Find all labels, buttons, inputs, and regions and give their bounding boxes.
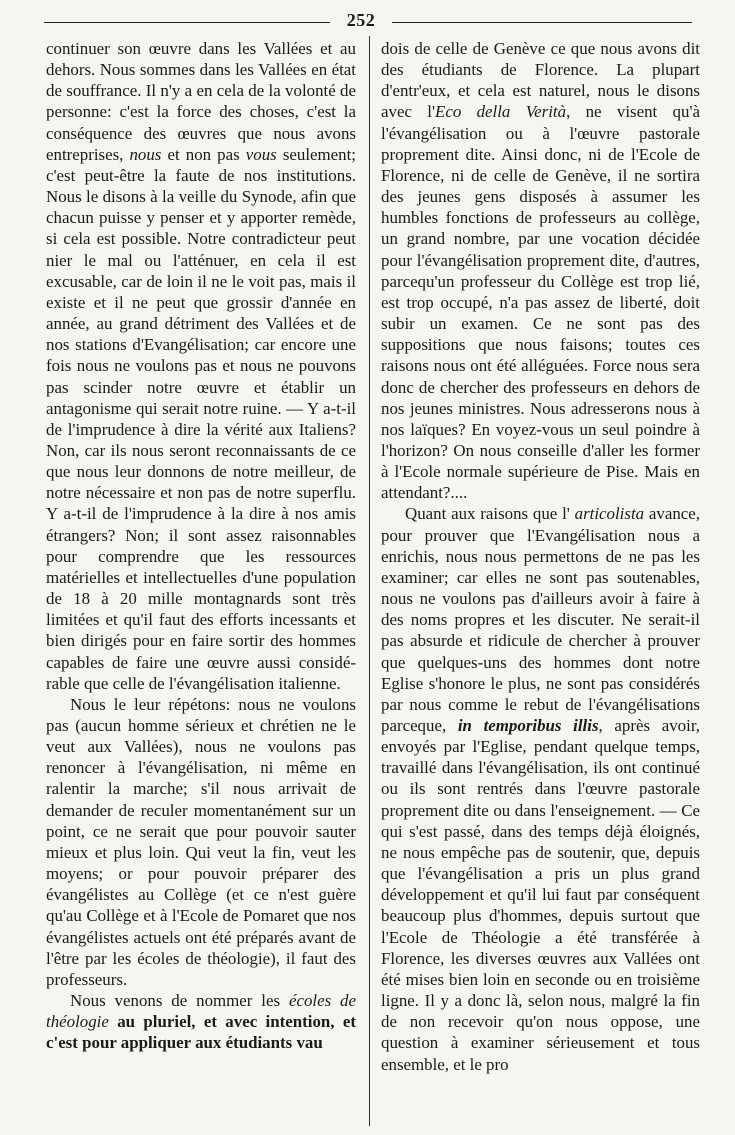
text-run: Quant aux raisons que l' — [405, 504, 575, 524]
text-run: dois de celle de Genève ce que nous avons dit des étudiants de Florence. La plupart d'entr'eux, et cela est naturel, nous le disons avec l' — [381, 39, 700, 122]
italic-run: articolista — [574, 504, 645, 524]
right-paragraph-2 — [381, 503, 700, 1074]
text-run: , ne visent qu'à l'évangélisation ou à l'œuvre pastorale proprement dite. Ainsi donc, ni de l'Ecole de Florence, ni de celle de Genève, il ne sortira des jeunes gens disposés à assumer les humbles fonctions de professeurs au collège, un grand nombre, par une vocation décidée pour l'évangélisation proprement dite, d'autres, parcequ'un professeur du Collège est trop lié, est trop occupé, n'a pas assez de liberté, doit subir un examen. Ce ne sont pas des suppositions que nous faisons; toutes ces raisons nous ont été alléguées. Force nous sera donc de chercher des professeurs en dehors de nos jeunes ministres. Nous adresserons nous à nos laïques? En voyez-vous un seul poindre à l'horizon? On nous conseille d'aller les former à l'Ecole normale supérieure de Pise. Mais en attendant?.... — [381, 102, 700, 503]
text-run: Nous venons de nommer les — [70, 991, 289, 1011]
text-run: , après avoir, envoyés par l'Eglise, pendant quelque temps, travaillé dans l'évangélisation, ils ont continué ou ils sont rentrés dans l'œuvre pastorale proprement dite ou dans l'enseignement. — Ce qui s'est passé, dans des temps déjà éloignés, ne nous empêche pas de soutenir, que, depuis que l'évangélisation a pris un plus grand développement et qu'il lui faut par conséquent beaucoup plus d'hommes, depuis surtout que l'Ecole de Théologie a été transférée à Florence, les diverses œuvres aux Vallées ont été mises bien loin en seconde ou en troisième ligne. Il y a donc là, selon nous, malgré la fin de non recevoir qu'on nous oppose, une question à examiner sérieusement et tous ensemble, et le pro — [381, 716, 700, 1074]
page-number: 252 — [346, 10, 376, 30]
italic-run: vous — [245, 144, 277, 164]
left-paragraph-2: Nous le leur répétons: nous ne voulons pas (aucun homme sérieux et chrétien ne le veut aux Vallées), nous ne voulons pas renoncer à l'évangélisation, ni même en ralentir la marche; s'il nous arrivait de demander de reculer momentanément sur un point, ce ne serait que pour pouvoir sauter mieux et plus loin. Qui veut la fin, veut les moyens; or pour pouvoir préparer des évangélistes au Collège (et ce n'est guère qu'au Collège et à l'Ecole de Pomaret que nos évangélistes actuels ont été préparés avant de l'être par les écoles de théologie), il faut des professeurs. — [46, 694, 356, 989]
right-paragraph-1 — [381, 38, 700, 503]
text-run: continuer son œuvre dans les Vallées et au dehors. Nous sommes dans les Vallées en état de souffrance. Il n'y a en cela de la volonté de personne: c'est la force des choses, c'est la conséquence des œuvres que nous avons entreprises, — [46, 39, 356, 164]
left-paragraph-3 — [46, 990, 356, 1053]
text-run: et non pas — [161, 144, 246, 164]
text-run: avance, pour prouver que l'Evangélisation nous a enrichis, nous nous permettons de ne pas les examiner; car elles ne sont pas soutenables, nous ne voulons pas d'ailleurs avoir à faire à des noms propres et les discuter. Ne serait-il pas absurde et ridicule de chercher à prouver que quelques-uns des hommes dont notre Eglise s'honore le plus, ne sont pas considérés par nous comme le rebut de l'évangélisations parceque, — [381, 504, 700, 735]
italic-run: in temporibus illis — [457, 716, 599, 735]
italic-run: nous — [129, 144, 162, 164]
italic-run: écoles de théologie — [46, 991, 356, 1032]
left-column — [46, 38, 356, 1054]
column-divider — [369, 36, 370, 1126]
text-run: seulement; c'est peut-être la faute de nos institutions. Nous le disons à la veille du Synode, afin que chacun puisse y penser et y apporter remède, si cela est possible. Notre contradicteur peut nier le mal ou l'atténuer, en cela il est excusable, car de loin il ne le voit pas, mais il existe et il ne peut que grossir d'année en année, au grand détriment des Vallées et de nos stations d'Evangélisation; car encore une fois nous ne voulons pas et nous ne pouvons pas scinder notre œuvre et établir un antagonisme qui serait notre ruine. — Y a-t-il de l'imprudence à dire la vérité aux Italiens? Non, car ils nous seront reconnaissants de ce que nous leur donnons de notre meilleur, de notre nécessaire et non pas de notre superflu. Y a-t-il de l'imprudence à la dire à nos amis étrangers? Non; il sont assez raisonnables pour comprendre que les ressources matérielles et intellectuelles d'une population de 18 à 20 mille montagnards sont très limitées et qu'il faut des efforts incessants et bien dirigés pour en faire sortir des hommes capables de faire une œuvre aussi considérable que celle de l'évangélisation italienne. — [46, 144, 356, 693]
header-rule-left — [44, 22, 330, 23]
right-column — [381, 38, 700, 1075]
italic-run: Eco della Verità — [435, 102, 567, 122]
left-paragraph-1 — [46, 38, 356, 694]
text-run: au pluriel, et avec intention, et c'est pour appliquer aux étudiants vau — [46, 1012, 356, 1053]
header-rule-right — [392, 22, 692, 23]
